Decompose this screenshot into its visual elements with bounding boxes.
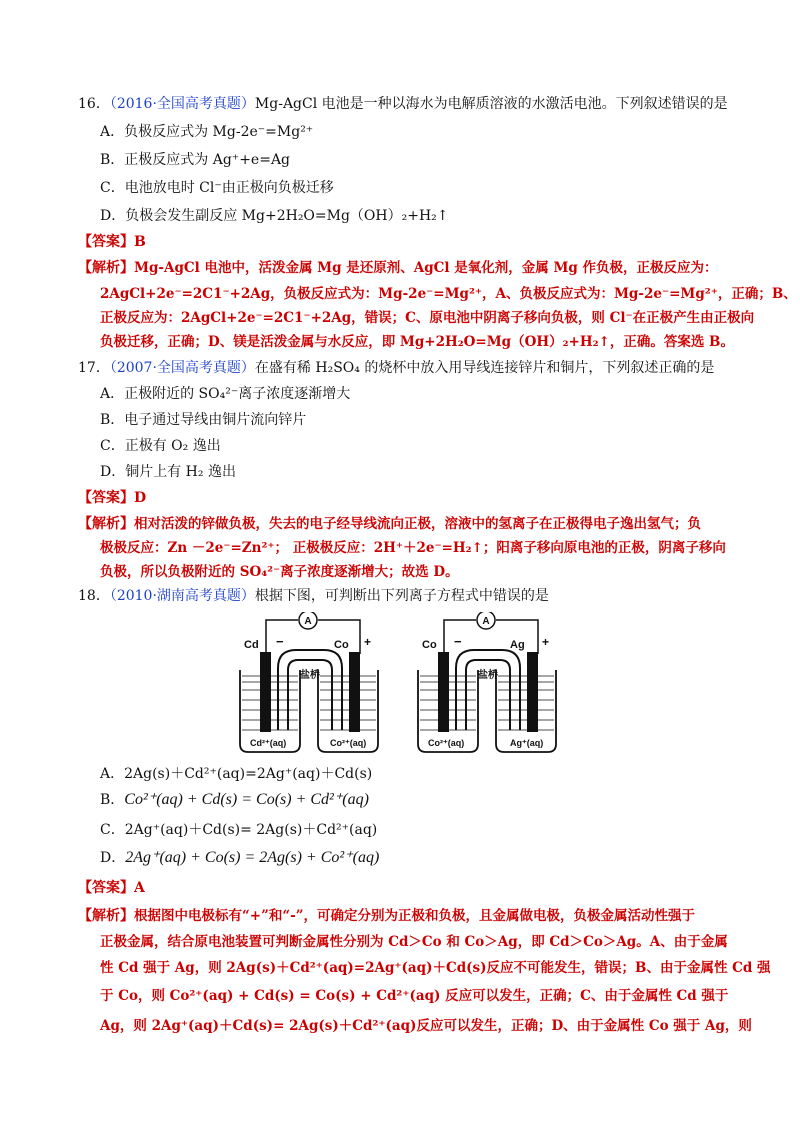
q16-answer: 【答案】B [78, 234, 146, 250]
q18-analysis-line-5: Ag，则 2Ag⁺(aq)＋Cd(s)= 2Ag(s)＋Cd²⁺(aq)反应可以发生，正确；D、由于金属性 Co 强于 Ag，则 [100, 1018, 752, 1034]
q18-analysis-line-2: 正极金属，结合原电池装置可判断金属性分别为 Cd＞Co 和 Co＞Ag，即 Cd＞Co＞Ag。A、由于金属 [100, 934, 728, 950]
salt-bridge-label: 盐桥 [300, 670, 320, 681]
q18-analysis-line-3: 性 Cd 强于 Ag，则 2Ag(s)＋Cd²⁺(aq)=2Ag⁺(aq)＋Cd(s)反应不可能发生，错误；B、由于金属性 Cd 强 [100, 960, 771, 976]
question-text: 在盛有稀 H₂SO₄ 的烧杯中放入用导线连接锌片和铜片，下列叙述正确的是 [254, 360, 715, 376]
q18-answer: 【答案】A [78, 880, 145, 896]
option-equation: 2Ag⁺(aq) + Co(s) = 2Ag(s) + Co²⁺(aq) [125, 849, 380, 866]
co-electrode [438, 652, 449, 732]
analysis-label: 【解析】 [78, 908, 134, 924]
right-cell [418, 612, 556, 752]
solution-label: Cd²⁺(aq) [250, 738, 287, 748]
question-number: 17． [78, 360, 110, 376]
q16-option-d: D．负极会发生副反应 Mg+2H₂O=Mg（OH）₂+H₂↑ [100, 208, 449, 224]
q16-analysis-line-4: 负极迁移，正确；D、镁是活泼金属与水反应，即 Mg+2H₂O=Mg（OH）₂+H₂↑，正确。答案选 B。 [100, 334, 734, 350]
ammeter-label: A [482, 616, 490, 627]
ammeter-label: A [304, 616, 312, 627]
q17-option-a: A．正极附近的 SO₄²⁻离子浓度逐渐增大 [100, 386, 351, 402]
q18-analysis-line-1 [78, 906, 695, 926]
q17-analysis-line-2: 极极反应：Zn －2e⁻=Zn²⁺； 正极极反应：2H⁺＋2e⁻=H₂↑；阳离子移向原电池的正极，阴离子移向 [100, 540, 726, 556]
electrode-label: Co [334, 639, 349, 651]
negative-sign: − [276, 634, 284, 649]
solution-label: Co²⁺(aq) [330, 738, 367, 748]
question-source: （2007·全国高考真题） [109, 360, 255, 376]
analysis-text: 相对活泼的锌做负极，失去的电子经导线流向正极，溶液中的氢离子在正极得电子逸出氢气；负 [134, 516, 701, 532]
q16-option-c: C．电池放电时 Cl⁻由正极向负极迁移 [100, 180, 334, 196]
q18-analysis-line-4: 于 Co，则 Co²⁺(aq) + Cd(s) = Co(s) + Cd²⁺(aq) 反应可以发生，正确；C、由于金属性 Cd 强于 [100, 988, 729, 1004]
q17-analysis-line-3: 负极，所以负极附近的 SO₄²⁻离子浓度逐渐增大；故选 D。 [100, 564, 459, 580]
q17-option-b: B．电子通过导线由铜片流向锌片 [100, 412, 307, 428]
q18-option-c: C．2Ag⁺(aq)＋Cd(s)= 2Ag(s)＋Cd²⁺(aq) [100, 822, 378, 838]
question-17-stem [78, 358, 714, 378]
analysis-text: Mg-AgCl 电池中，活泼金属 Mg 是还原剂、AgCl 是氧化剂，金属 Mg 作负极，正极反应为： [134, 260, 718, 276]
question-number: 18． [78, 588, 110, 604]
cd-electrode [260, 652, 271, 732]
q18-option-d [100, 848, 379, 868]
solution-label: Ag⁺(aq) [510, 738, 544, 748]
ag-electrode [527, 652, 538, 732]
q17-option-d: D．铜片上有 H₂ 逸出 [100, 464, 236, 480]
q16-option-b: B．正极反应式为 Ag⁺+e=Ag [100, 152, 291, 168]
co-electrode [349, 652, 360, 732]
electrode-label: Ag [510, 639, 525, 651]
q16-analysis-line-3: 正极反应为：2AgCl+2e⁻=2C1⁻+2Ag，错误；C、原电池中阴离子移向负极，则 Cl⁻在正极产生由正极向 [100, 310, 755, 326]
question-text: 根据下图，可判断出下列离子方程式中错误的是 [254, 588, 549, 604]
positive-sign: + [364, 635, 372, 649]
analysis-label: 【解析】 [78, 260, 134, 276]
q18-option-a: A．2Ag(s)＋Cd²⁺(aq)=2Ag⁺(aq)＋Cd(s) [100, 766, 373, 782]
electrode-label: Co [422, 639, 437, 651]
left-cell [240, 612, 378, 752]
salt-bridge-label: 盐桥 [478, 670, 498, 681]
positive-sign: + [542, 635, 550, 649]
q17-analysis-line-1 [78, 514, 701, 534]
solution-label: Co²⁺(aq) [428, 738, 465, 748]
q18-option-b [100, 790, 369, 810]
option-equation: Co²⁺(aq) + Cd(s) = Co(s) + Cd²⁺(aq) [124, 791, 369, 808]
q17-option-c: C．正极有 O₂ 逸出 [100, 438, 221, 454]
option-label: B． [100, 792, 125, 808]
q16-analysis-line-2: 2AgCl+2e⁻=2C1⁻+2Ag，负极反应式为：Mg-2e⁻=Mg²⁺，A、负极反应式为：Mg-2e⁻=Mg²⁺，正确；B、 [100, 286, 797, 302]
analysis-label: 【解析】 [78, 516, 134, 532]
galvanic-cells-figure [232, 612, 564, 758]
question-number: 16． [78, 96, 110, 112]
q17-answer: 【答案】D [78, 490, 147, 506]
q16-option-a: A．负极反应式为 Mg-2e⁻=Mg²⁺ [100, 124, 314, 140]
question-16-stem [78, 94, 728, 114]
question-source: （2016·全国高考真题） [109, 96, 255, 112]
question-18-stem [78, 586, 549, 606]
negative-sign: − [454, 634, 462, 649]
question-text: Mg-AgCl 电池是一种以海水为电解质溶液的水激活电池。下列叙述错误的是 [254, 96, 728, 112]
question-source: （2010·湖南高考真题） [109, 588, 255, 604]
electrode-label: Cd [244, 639, 259, 651]
option-label: D． [100, 850, 126, 866]
q16-analysis-line-1 [78, 258, 718, 278]
analysis-text: 根据图中电极标有“+”和“-”，可确定分别为正极和负极，且金属做电极，负极金属活动性强于 [134, 908, 695, 924]
